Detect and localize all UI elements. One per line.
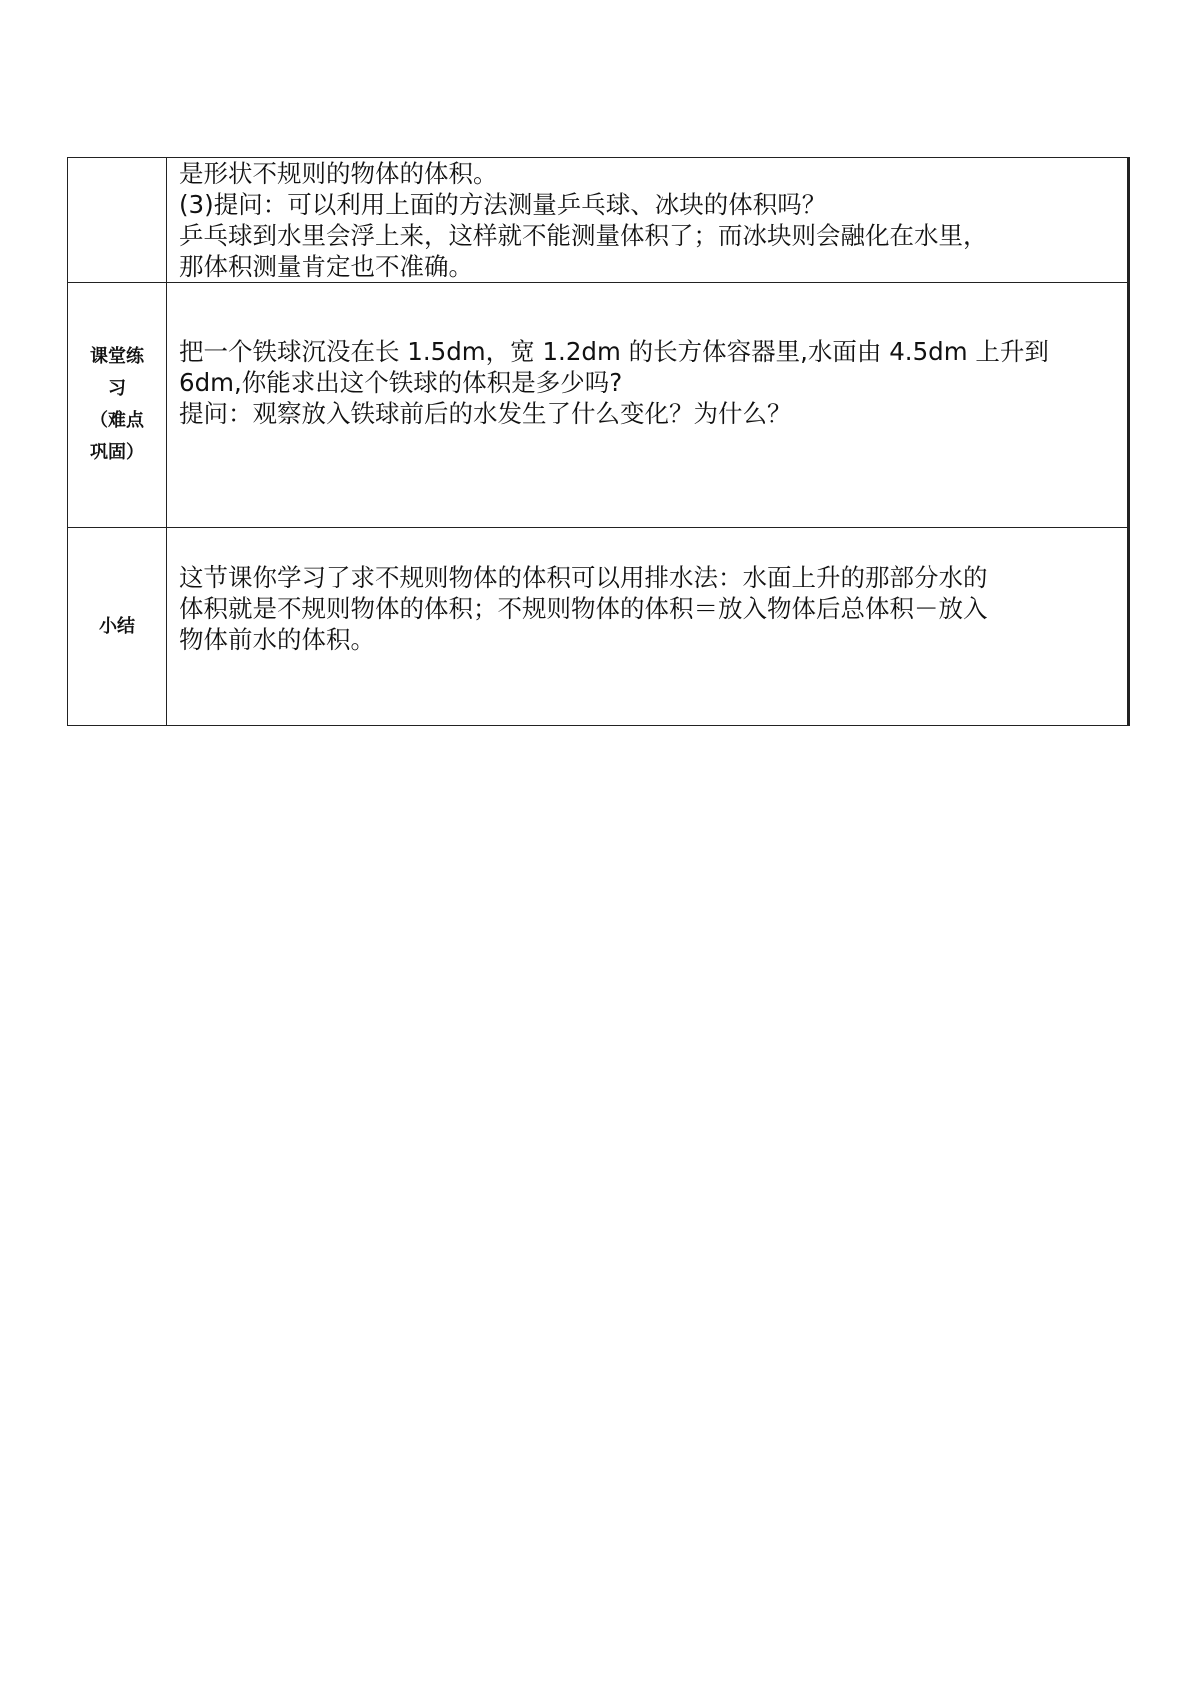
body-line: 是形状不规则的物体的体积。	[179, 159, 498, 188]
label-line: 课堂练	[90, 346, 144, 367]
row-body-continuation	[167, 158, 1130, 283]
body-line: 把一个铁球沉没在长 1.5dm，宽 1.2dm 的长方体容器里,水面由 4.5dm 上升到	[179, 336, 1049, 366]
body-line: (3)提问：可以利用上面的方法测量乒乓球、冰块的体积吗？	[179, 190, 827, 219]
body-line: 乒乓球到水里会浮上来，这样就不能测量体积了；而冰块则会融化在水里，	[179, 221, 988, 250]
table-row-continuation	[68, 158, 1130, 283]
body-line: 那体积测量肯定也不准确。	[179, 252, 473, 281]
body-line: 这节课你学习了求不规则物体的体积可以用排水法：水面上升的那部分水的	[179, 563, 988, 592]
body-line: 物体前水的体积。	[179, 625, 375, 654]
label-line: 巩固）	[90, 442, 144, 463]
body-line: 6dm,你能求出这个铁球的体积是多少吗?	[179, 367, 623, 397]
row-label-summary: 小结	[68, 528, 167, 726]
lesson-plan-table	[67, 157, 1130, 726]
body-line: 体积就是不规则物体的体积；不规则物体的体积＝放入物体后总体积－放入	[179, 594, 988, 623]
table-right-border	[1127, 157, 1130, 725]
body-line: 提问：观察放入铁球前后的水发生了什么变化？为什么？	[179, 398, 792, 428]
row-body-summary	[167, 528, 1130, 726]
row-label-exercise	[68, 283, 167, 528]
row-body-exercise	[167, 283, 1130, 528]
label-line: （难点	[90, 410, 144, 431]
row-label-empty	[68, 158, 167, 283]
label-line: 习	[108, 378, 126, 399]
table-row-exercise	[68, 283, 1130, 528]
table-row-summary	[68, 528, 1130, 726]
